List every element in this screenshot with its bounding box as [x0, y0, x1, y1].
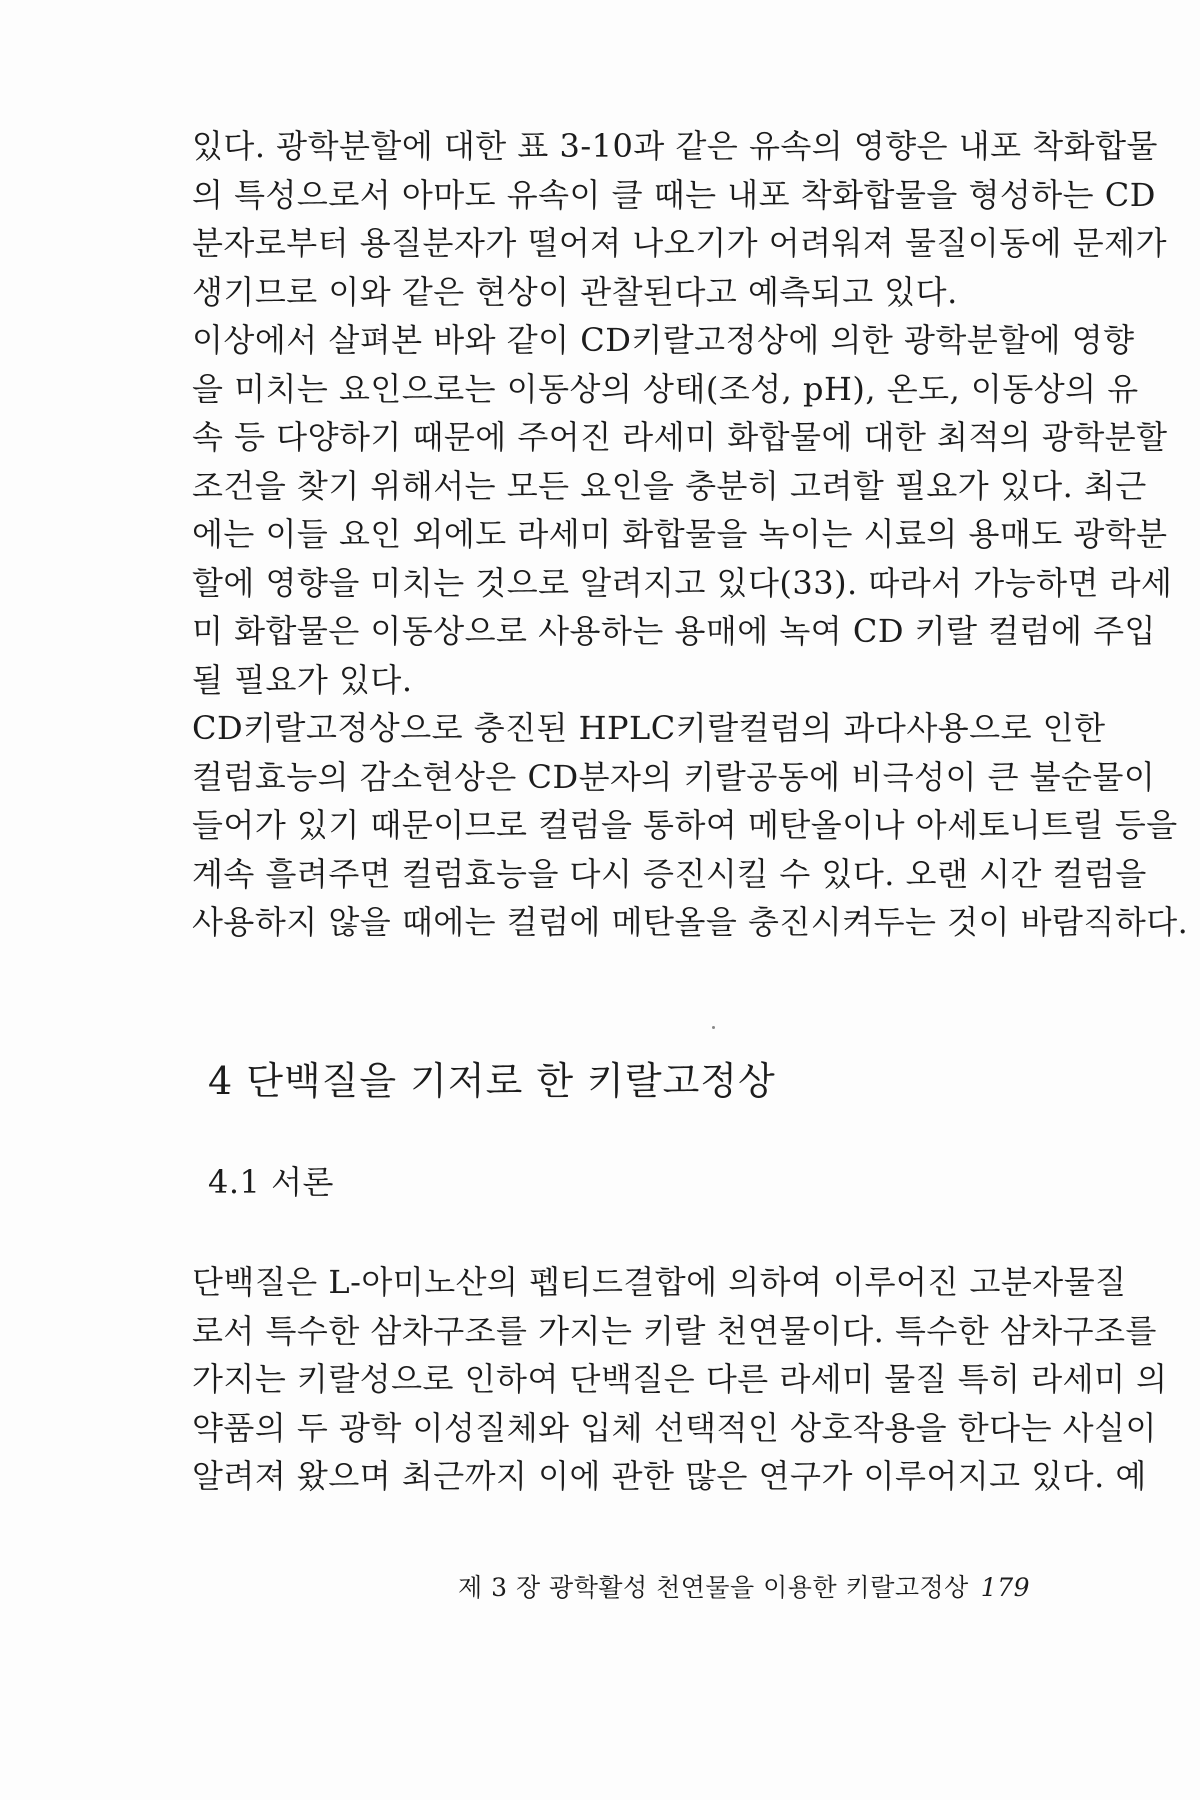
text-line: 단백질은 L-아미노산의 펩티드결합에 의하여 이루어진 고분자물질	[192, 1263, 1127, 1301]
text-line: 있다. 광학분할에 대한 표 3-10과 같은 유속의 영향은 내포 착화합물	[192, 127, 1158, 165]
sub-heading: 4.1 서론	[208, 1163, 334, 1201]
text-line: 미 화합물은 이동상으로 사용하는 용매에 녹여 CD 키랄 컬럼에 주입	[192, 612, 1156, 650]
text-line: 로서 특수한 삼차구조를 가지는 키랄 천연물이다. 특수한 삼차구조를	[192, 1311, 1157, 1350]
section-heading: 4 단백질을 기저로 한 키랄고정상	[208, 1059, 776, 1103]
text-line: 에는 이들 요인 외에도 라세미 화합물을 녹이는 시료의 용매도 광학분	[192, 515, 1168, 553]
body-text-top	[192, 122, 1189, 947]
text-line: 속 등 다양하기 때문에 주어진 라세미 화합물에 대한 최적의 광학분할	[192, 418, 1168, 456]
text-line: 할에 영향을 미치는 것으로 알려지고 있다(33). 따라서 가능하면 라세	[192, 563, 1173, 602]
text-line: 가지는 키랄성으로 인하여 단백질은 다른 라세미 물질 특히 라세미 의	[192, 1360, 1168, 1398]
text-line: CD키랄고정상으로 충진된 HPLC키랄컬럼의 과다사용으로 인한	[192, 709, 1106, 747]
body-text-bottom	[192, 1258, 1168, 1501]
page-number: 179	[980, 1573, 1031, 1602]
page-footer	[458, 1568, 1030, 1604]
text-line: 의 특성으로서 아마도 유속이 클 때는 내포 착화합물을 형성하는 CD	[192, 175, 1156, 214]
text-line: 약품의 두 광학 이성질체와 입체 선택적인 상호작용을 한다는 사실이	[192, 1408, 1157, 1447]
text-line: 분자로부터 용질분자가 떨어져 나오기가 어려워져 물질이동에 문제가	[192, 224, 1167, 262]
text-line: 알려져 왔으며 최근까지 이에 관한 많은 연구가 이루어지고 있다. 예	[192, 1457, 1147, 1495]
text-line: 컬럼효능의 감소현상은 CD분자의 키랄공동에 비극성이 큰 불순물이	[192, 757, 1156, 796]
chapter-title: 제 3 장 광학활성 천연물을 이용한 키랄고정상	[458, 1573, 969, 1602]
text-line: 될 필요가 있다.	[192, 660, 413, 699]
text-line: 사용하지 않을 때에는 컬럼에 메탄올을 충진시켜두는 것이 바람직하다.	[192, 903, 1189, 941]
text-line: 조건을 찾기 위해서는 모든 요인을 충분히 고려할 필요가 있다. 최근	[192, 466, 1147, 505]
text-line: 들어가 있기 때문이므로 컬럼을 통하여 메탄올이나 아세토니트릴 등을	[192, 806, 1178, 844]
print-speck	[712, 1026, 715, 1029]
text-line: 을 미치는 요인으로는 이동상의 상태(조성, pH), 온도, 이동상의 유	[192, 369, 1139, 408]
text-line: 생기므로 이와 같은 현상이 관찰된다고 예측되고 있다.	[192, 272, 958, 311]
text-line: 계속 흘려주면 컬럼효능을 다시 증진시킬 수 있다. 오랜 시간 컬럼을	[192, 854, 1147, 893]
text-line: 이상에서 살펴본 바와 같이 CD키랄고정상에 의한 광학분할에 영향	[192, 321, 1135, 359]
